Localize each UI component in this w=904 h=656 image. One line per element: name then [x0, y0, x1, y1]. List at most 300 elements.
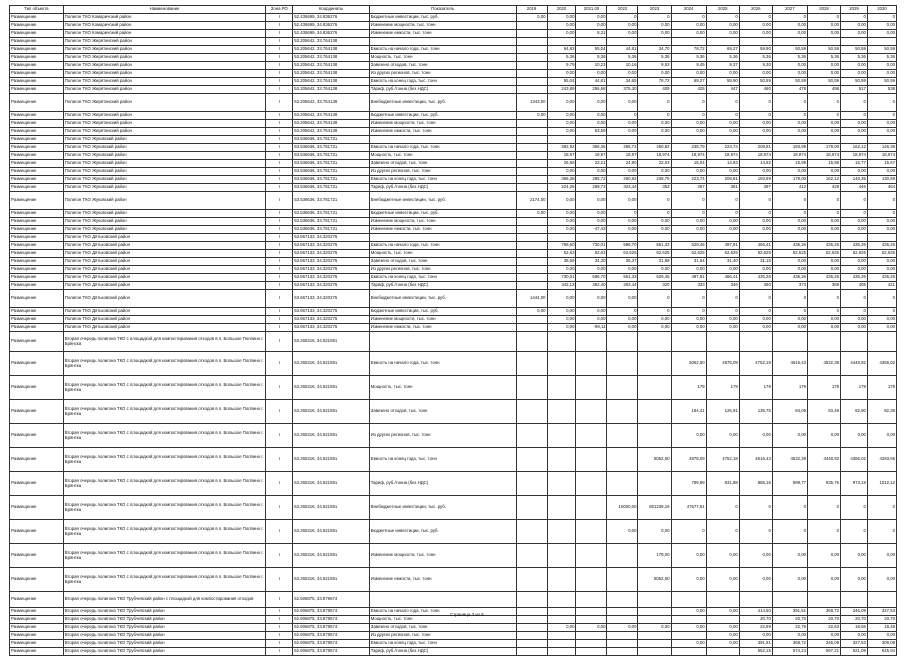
table-cell: 2174,00 — [516, 192, 547, 210]
table-cell: 0,00 — [576, 14, 607, 22]
table-cell: 0,00 — [607, 324, 638, 332]
table-cell: 69,27 — [706, 46, 739, 54]
table-cell — [607, 640, 638, 648]
table-cell: Размещение — [10, 168, 64, 176]
table-cell: 243,89 — [547, 86, 576, 94]
table-cell: Завезено отходов, тыс. тонн — [369, 624, 516, 632]
table-cell — [841, 136, 868, 144]
table-cell: 421 — [867, 282, 896, 290]
table-cell: 9,45 — [671, 62, 706, 70]
table-cell: Бюджетные инвестиции, тыс. руб. — [369, 520, 516, 544]
table-cell — [516, 30, 547, 38]
table-cell: Из других регионов, тыс. тонн — [369, 168, 516, 176]
table-cell: I — [266, 544, 293, 568]
table-row — [10, 160, 897, 168]
table-cell: 0,00 — [576, 120, 607, 128]
table-cell: Полигон ТКО Жуковский район — [63, 226, 266, 234]
table-cell: 22,99 — [739, 624, 772, 632]
table-cell: Размещение — [10, 290, 64, 308]
table-cell: 0,00 — [772, 316, 807, 324]
table-cell: 0,00 — [772, 218, 807, 226]
table-cell: 0,00 — [547, 168, 576, 176]
table-cell: 0 — [638, 210, 671, 218]
table-cell: 0,00 — [772, 324, 807, 332]
table-row — [10, 424, 897, 448]
table-cell: Емкость на конец года, тыс. тонн — [369, 176, 516, 184]
table-cell: 4448,92 — [841, 352, 868, 376]
table-cell: 0,00 — [671, 30, 706, 38]
table-cell — [772, 234, 807, 242]
table-cell: Вторая очередь полигона ТКО Трубчевский район — [63, 632, 266, 640]
table-cell: 0 — [807, 520, 840, 544]
table-cell: Полигон ТКО Жирятинский район — [63, 128, 266, 136]
table-cell: 346 — [706, 282, 739, 290]
table-cell: 0 — [841, 496, 868, 520]
table-cell: Размещение — [10, 632, 64, 640]
table-cell: 0,00 — [841, 568, 868, 592]
table-cell: 0 — [841, 210, 868, 218]
table-cell: 0,00 — [867, 70, 896, 78]
table-cell: 179,00 — [638, 544, 671, 568]
table-cell: 0 — [772, 14, 807, 22]
table-cell: 346,09 — [807, 640, 840, 648]
table-cell: 0,00 — [867, 632, 896, 640]
table-cell: 53.265316, 34.521591 — [293, 496, 370, 520]
table-cell — [576, 136, 607, 144]
table-cell: 0,00 — [807, 22, 840, 30]
table-row — [10, 152, 897, 160]
table-cell: 53.667133, 34.320275 — [293, 266, 370, 274]
table-cell — [547, 448, 576, 472]
table-cell: 0,00 — [739, 30, 772, 38]
table-cell — [867, 38, 896, 46]
table-cell: 15,77 — [841, 160, 868, 168]
table-cell: 53.265316, 34.521591 — [293, 376, 370, 400]
table-cell: Завезено отходов, тыс. тонн — [369, 62, 516, 70]
table-cell: 0,00 — [547, 14, 576, 22]
table-cell: 20,70 — [841, 616, 868, 624]
table-cell: 0,00 — [547, 316, 576, 324]
table-row — [10, 112, 897, 120]
table-cell — [607, 568, 638, 592]
table-cell: 0 — [807, 210, 840, 218]
header-row — [10, 6, 897, 14]
table-cell: 179 — [706, 376, 739, 400]
table-cell — [516, 250, 547, 258]
table-cell: Полигон ТКО Жирятинский район — [63, 120, 266, 128]
table-cell: 0,00 — [706, 22, 739, 30]
table-cell — [607, 424, 638, 448]
table-cell: 429 — [807, 184, 840, 192]
table-cell: 59,90 — [739, 46, 772, 54]
table-cell: 31,88 — [638, 258, 671, 266]
table-cell: 53.536636, 33.781721 — [293, 144, 370, 152]
table-cell: Размещение — [10, 472, 64, 496]
table-row — [10, 210, 897, 218]
table-cell: 53.265316, 34.521591 — [293, 544, 370, 568]
table-cell — [576, 640, 607, 648]
table-cell: 397 — [739, 184, 772, 192]
table-cell: 53,59 — [576, 128, 607, 136]
table-cell: 0,00 — [807, 120, 840, 128]
table-cell — [516, 520, 547, 544]
table-cell: Мощность, тыс. тонн — [369, 54, 516, 62]
column-header: 2025 — [706, 6, 739, 14]
table-cell: Размещение — [10, 94, 64, 112]
table-cell: 0,00 — [867, 120, 896, 128]
table-cell: 50,59 — [867, 78, 896, 86]
table-cell: Размещение — [10, 192, 64, 210]
table-cell: 0,00 — [576, 22, 607, 30]
table-cell: 53.667133, 34.320275 — [293, 250, 370, 258]
table-cell: 0 — [739, 520, 772, 544]
table-cell — [516, 274, 547, 282]
table-cell: Завезено отходов, тыс. тонн — [369, 400, 516, 424]
table-cell: 52.606875, 33.879674 — [293, 624, 370, 632]
table-cell: 293,44 — [607, 282, 638, 290]
table-cell: 18,56 — [841, 624, 868, 632]
table-cell: Размещение — [10, 258, 64, 266]
table-row — [10, 290, 897, 308]
table-cell: I — [266, 448, 293, 472]
table-row — [10, 520, 897, 544]
table-cell: 24,90 — [607, 160, 638, 168]
table-cell: 53.667133, 34.320275 — [293, 290, 370, 308]
table-cell: 0,00 — [516, 308, 547, 316]
table-cell: Полигон ТКО Жирятинский район — [63, 38, 266, 46]
table-cell — [576, 520, 607, 544]
table-cell: Емкость на начало года, тыс. тонн — [369, 242, 516, 250]
table-cell: 367 — [671, 184, 706, 192]
table-cell: 5062,50 — [671, 352, 706, 376]
table-cell: 35,37 — [607, 258, 638, 266]
table-cell: 0,00 — [772, 258, 807, 266]
table-cell: 425 — [671, 86, 706, 94]
table-cell: 0,00 — [638, 168, 671, 176]
table-cell: 435,26 — [807, 274, 840, 282]
table-cell: Размещение — [10, 78, 64, 86]
table-cell — [638, 400, 671, 424]
table-cell: 184,41 — [671, 400, 706, 424]
table-cell: Размещение — [10, 648, 64, 656]
table-cell: 730,01 — [576, 242, 607, 250]
table-cell: 62,63 — [547, 250, 576, 258]
table-cell: Полигон ТКО Жуковский район — [63, 176, 266, 184]
table-cell: Полигон ТКО Жуковский район — [63, 210, 266, 218]
table-cell: Размещение — [10, 640, 64, 648]
table-cell: 0,00 — [772, 544, 807, 568]
table-cell: 0 — [638, 308, 671, 316]
table-cell: 1444,00 — [516, 290, 547, 308]
table-cell: 0,00 — [576, 316, 607, 324]
table-cell — [867, 136, 896, 144]
table-cell — [841, 592, 868, 608]
table-cell: 0,00 — [807, 30, 840, 38]
table-cell — [516, 46, 547, 54]
table-cell: 346,09 — [841, 608, 868, 616]
table-cell: Размещение — [10, 376, 64, 400]
table-cell: I — [266, 250, 293, 258]
table-cell: 53.265316, 34.521591 — [293, 472, 370, 496]
table-row — [10, 168, 897, 176]
column-header: 2024 — [671, 6, 706, 14]
table-cell: Вторая очередь полигона ТКО с площадкой для компостирования отходов в п. Большое Полпино г. Брянска — [63, 424, 266, 448]
table-cell: 0,00 — [739, 632, 772, 640]
table-cell: 356,36 — [547, 176, 576, 184]
table-cell: Полигон ТКО Дятьковский район — [63, 316, 266, 324]
table-cell: I — [266, 14, 293, 22]
table-cell: Размещение — [10, 316, 64, 324]
table-cell: 53.205642, 33.764138 — [293, 78, 370, 86]
table-cell: 52.435699, 34.836276 — [293, 22, 370, 30]
table-cell: 0 — [706, 520, 739, 544]
table-cell: 342,13 — [547, 282, 576, 290]
table-cell: 414,50 — [739, 608, 772, 616]
table-cell: 0,00 — [739, 218, 772, 226]
table-cell: Из других регионов, тыс. тонн — [369, 266, 516, 274]
table-cell: 69,27 — [671, 78, 706, 86]
table-cell: 20,70 — [807, 616, 840, 624]
table-cell: 179 — [867, 376, 896, 400]
table-cell: Полигон ТКО Комаричский район — [63, 30, 266, 38]
table-cell: 0 — [841, 14, 868, 22]
table-cell: 0 — [739, 192, 772, 210]
table-cell: 0,00 — [867, 544, 896, 568]
table-cell: Размещение — [10, 184, 64, 192]
table-cell: 0,00 — [516, 14, 547, 22]
table-cell — [706, 648, 739, 656]
column-header: Тип объекта — [10, 6, 64, 14]
table-cell: Размещение — [10, 136, 64, 144]
table-cell: 146,35 — [841, 176, 868, 184]
table-cell: 0 — [841, 112, 868, 120]
table-cell — [576, 616, 607, 624]
table-cell: Полигон ТКО Жуковский район — [63, 184, 266, 192]
table-cell: 405 — [841, 282, 868, 290]
table-cell: Размещение — [10, 160, 64, 168]
table-cell: I — [266, 608, 293, 616]
table-cell: Мощность, тыс. тонн — [369, 250, 516, 258]
table-cell: 435,26 — [867, 274, 896, 282]
table-cell: 178,00 — [807, 144, 840, 152]
table-cell: 0,00 — [739, 544, 772, 568]
table-cell: 34,70 — [638, 46, 671, 54]
table-cell: 621,09 — [841, 648, 868, 656]
table-cell: 53.265316, 34.521591 — [293, 400, 370, 424]
table-cell: 52.435699, 34.836276 — [293, 14, 370, 22]
table-cell: 0 — [807, 496, 840, 520]
table-cell: 0,00 — [671, 424, 706, 448]
table-cell: 5,36 — [607, 54, 638, 62]
table-row — [10, 242, 897, 250]
table-cell: 0,00 — [841, 258, 868, 266]
table-cell: Размещение — [10, 520, 64, 544]
table-cell: Вторая очередь полигона ТКО с площадкой для компостирования отходов в п. Большое Полпино г. Брянска — [63, 400, 266, 424]
table-cell — [516, 78, 547, 86]
table-cell: 0,00 — [739, 324, 772, 332]
table-cell: 0,00 — [867, 258, 896, 266]
table-cell — [576, 38, 607, 46]
table-cell: Внебюджетные инвестиции, тыс. руб. — [369, 192, 516, 210]
table-cell: Размещение — [10, 70, 64, 78]
table-cell: 0,00 — [547, 226, 576, 234]
table-cell: Изменение мощности, тыс. тонн — [369, 120, 516, 128]
table-cell: I — [266, 218, 293, 226]
table-cell: 0,00 — [638, 128, 671, 136]
table-cell: 4878,09 — [706, 352, 739, 376]
table-cell — [516, 352, 547, 376]
table-cell: 0,00 — [867, 22, 896, 30]
table-cell: -99,11 — [576, 324, 607, 332]
table-cell: 0,00 — [638, 624, 671, 632]
table-cell: Размещение — [10, 46, 64, 54]
table-cell — [706, 38, 739, 46]
table-cell: 0 — [772, 496, 807, 520]
table-cell: 5,36 — [576, 54, 607, 62]
table-cell: 238,79 — [638, 176, 671, 184]
table-cell: 409 — [638, 86, 671, 94]
table-cell: 53.667133, 34.320275 — [293, 282, 370, 290]
table-cell — [607, 332, 638, 352]
table-cell: 52.435699, 34.836276 — [293, 30, 370, 38]
table-cell: 466,41 — [706, 274, 739, 282]
table-cell: 53.205642, 33.764138 — [293, 112, 370, 120]
table-cell: 53.667133, 34.320275 — [293, 234, 370, 242]
table-cell: I — [266, 632, 293, 640]
table-cell — [516, 258, 547, 266]
table-cell: 0,00 — [638, 316, 671, 324]
table-cell: 368,72 — [772, 640, 807, 648]
table-cell: 0,00 — [547, 218, 576, 226]
table-cell: I — [266, 332, 293, 352]
table-cell: 0,00 — [547, 94, 576, 112]
table-cell: 0,00 — [607, 266, 638, 274]
table-row — [10, 136, 897, 144]
table-cell: 0,00 — [671, 608, 706, 616]
table-cell: 0 — [772, 210, 807, 218]
table-cell: 0,00 — [576, 70, 607, 78]
data-table — [9, 5, 897, 656]
table-cell: 435,26 — [807, 242, 840, 250]
table-cell: 596,70 — [607, 242, 638, 250]
table-cell — [516, 218, 547, 226]
table-cell: Изменение емкости, тыс. тонн — [369, 324, 516, 332]
table-cell: 289,73 — [576, 184, 607, 192]
table-cell: 0 — [706, 192, 739, 210]
table-cell: Бюджетные инвестиции, тыс. руб. — [369, 308, 516, 316]
table-cell: Полигон ТКО Дятьковский район — [63, 242, 266, 250]
table-cell — [547, 632, 576, 640]
table-cell: 0 — [807, 112, 840, 120]
table-cell: 333 — [671, 282, 706, 290]
table-row — [10, 94, 897, 112]
table-cell: 0,00 — [807, 316, 840, 324]
table-cell: 53.667133, 34.320275 — [293, 242, 370, 250]
table-cell: 0 — [638, 14, 671, 22]
table-cell: 561,33 — [638, 242, 671, 250]
table-cell — [807, 234, 840, 242]
table-cell: 18,974 — [807, 152, 840, 160]
table-cell: 0 — [807, 94, 840, 112]
column-header: 2023 — [638, 6, 671, 14]
table-cell — [516, 400, 547, 424]
table-row — [10, 316, 897, 324]
table-cell: 0,00 — [772, 30, 807, 38]
table-cell: 179 — [739, 376, 772, 400]
column-header: 2028 — [807, 6, 840, 14]
table-cell — [706, 616, 739, 624]
table-cell — [547, 608, 576, 616]
table-cell: Изменение мощности, тыс. тонн — [369, 544, 516, 568]
table-cell — [576, 332, 607, 352]
table-cell: 208,81 — [739, 144, 772, 152]
table-row — [10, 624, 897, 632]
table-cell: 382,40 — [576, 282, 607, 290]
table-cell: Вторая очередь полигона ТКО Трубчевский район с площадкой для компостирования отходов — [63, 592, 266, 608]
table-cell: 0,00 — [516, 210, 547, 218]
table-row — [10, 274, 897, 282]
table-cell: 0,00 — [867, 316, 896, 324]
table-cell: 4616,43 — [772, 352, 807, 376]
table-cell: 0,00 — [638, 266, 671, 274]
table-cell: 799,89 — [671, 472, 706, 496]
table-cell — [638, 38, 671, 46]
table-cell: 0,00 — [807, 128, 840, 136]
table-cell: 53.536636, 33.781721 — [293, 168, 370, 176]
table-cell: I — [266, 70, 293, 78]
table-cell: 23,21 — [576, 160, 607, 168]
table-cell: 0,00 — [671, 218, 706, 226]
table-cell — [867, 332, 896, 352]
table-cell: Размещение — [10, 128, 64, 136]
table-cell: 0,00 — [739, 128, 772, 136]
table-cell: 0,00 — [547, 30, 576, 38]
table-cell: 0 — [706, 14, 739, 22]
table-cell — [547, 332, 576, 352]
table-cell: 0 — [706, 94, 739, 112]
table-cell: 179 — [772, 376, 807, 400]
table-cell: 31,40 — [706, 258, 739, 266]
table-row — [10, 282, 897, 290]
table-cell: 375,30 — [607, 86, 638, 94]
table-cell: 223,74 — [671, 176, 706, 184]
table-cell — [638, 632, 671, 640]
table-cell: 5,36 — [547, 54, 576, 62]
table-cell: Полигон ТКО Жуковский район — [63, 152, 266, 160]
table-cell: 935,76 — [807, 472, 840, 496]
table-cell: 4366,02 — [867, 352, 896, 376]
table-cell: 381 — [706, 184, 739, 192]
table-cell: Вторая очередь полигона ТКО Трубчевский район — [63, 648, 266, 656]
table-cell: Размещение — [10, 616, 64, 624]
table-cell — [516, 648, 547, 656]
table-cell: 0,00 — [671, 624, 706, 632]
table-cell: Изменение емкости, тыс. тонн — [369, 128, 516, 136]
table-cell: 14,93 — [706, 160, 739, 168]
table-cell: 53.265316, 34.521591 — [293, 332, 370, 352]
table-cell: 597,21 — [807, 648, 840, 656]
table-cell: 15,67 — [867, 160, 896, 168]
table-cell: Полигон ТКО Дятьковский район — [63, 258, 266, 266]
table-cell: Размещение — [10, 54, 64, 62]
table-cell: 0 — [841, 290, 868, 308]
table-cell: 50,59 — [739, 78, 772, 86]
table-cell: I — [266, 94, 293, 112]
table-cell: Полигон ТКО Жирятинский район — [63, 54, 266, 62]
table-cell: Вторая очередь полигона ТКО с площадкой для компостирования отходов в п. Большое Полпино г. Брянска — [63, 520, 266, 544]
table-cell: 0,00 — [841, 424, 868, 448]
table-cell: I — [266, 624, 293, 632]
